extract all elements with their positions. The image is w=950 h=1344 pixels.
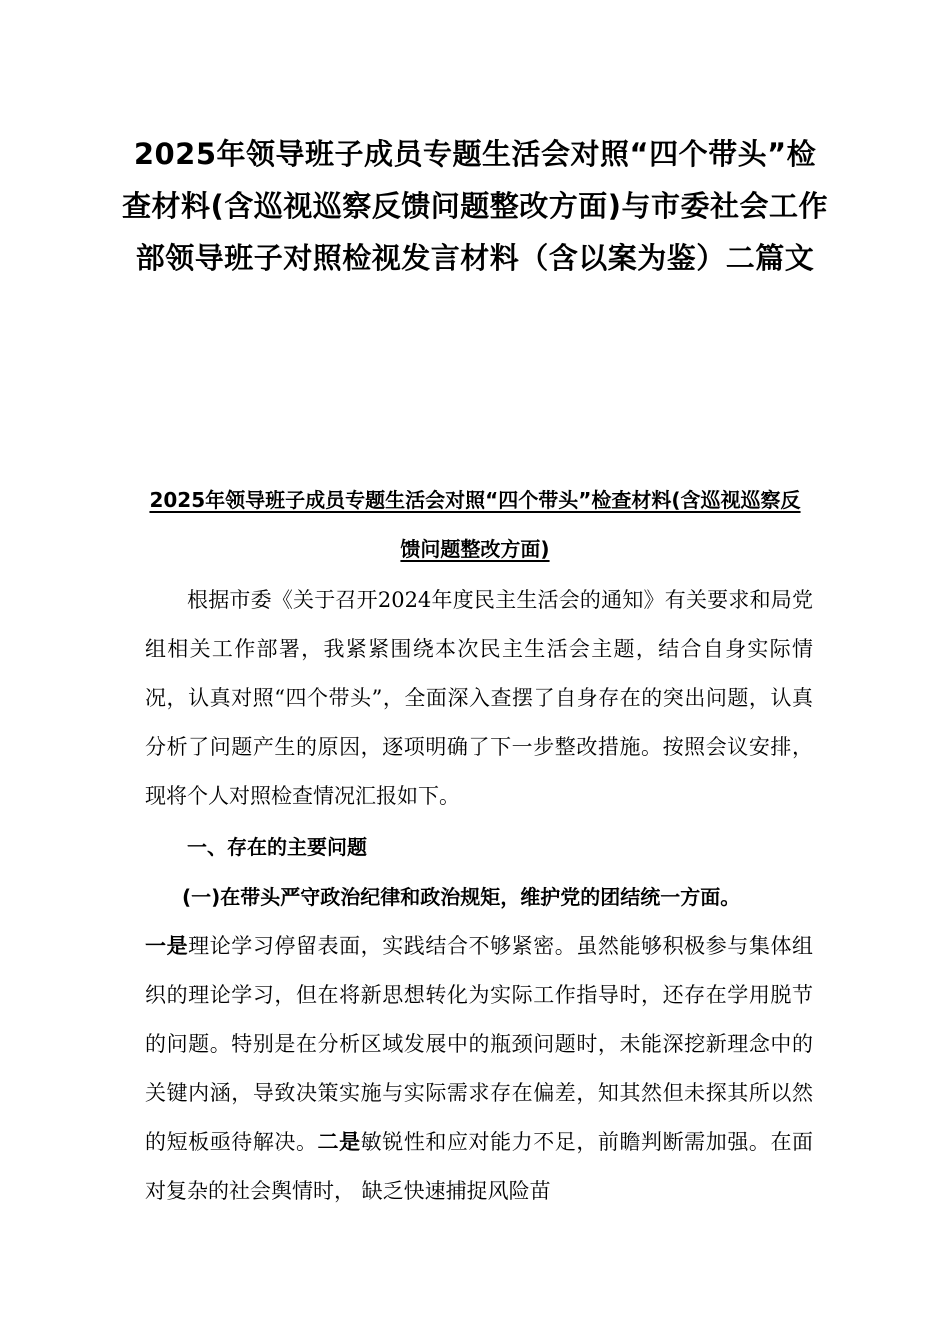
intro-paragraph: 根据市委《关于召开2024年度民主生活会的通知》有关要求和局党组相关工作部署，我紧紧围绕本次民主生活会主题，结合自身实际情况，认真对照“四个带头”，全面深入查摆了自身存在的突出问题，认真分析了问题产生的原因，逐项明确了下一步整改措施。按照会议安排，现将个人对照检查情况汇报如下。 [145,588,813,808]
section-title: 2025年领导班子成员专题生活会对照“四个带头”检查材料(含巡视巡察反馈问题整改方面) [149,488,801,561]
heading-main-problems: 一、存在的主要问题 [187,835,367,859]
heading-subsection-1: (一)在带头严守政治纪律和政治规矩，维护党的团结统一方面。 [182,885,741,909]
lead-second: 二是 [317,1130,361,1154]
problem-text-second: 敏锐性和应对能力不足，前瞻判断需加强。在面对复杂的社会舆情时， 缺乏快速捕捉风险苗 [145,1130,814,1203]
lead-first: 一是 [145,934,189,958]
problem-paragraph [145,922,813,1216]
problem-text-first: 理论学习停留表面，实践结合不够紧密。虽然能够积极参与集体组织的理论学习，但在将新思想转化为实际工作指导时，还存在学用脱节的问题。特别是在分析区域发展中的瓶颈问题时，未能深挖新理念中的关键内涵，导致决策实施与实际需求存在偏差，知其然但未探其所以然的短板亟待解决。 [145,934,814,1154]
document-title: 2025年领导班子成员专题生活会对照“四个带头”检查材料(含巡视巡察反馈问题整改方面)与市委社会工作部领导班子对照检视发言材料（含以案为鉴）二篇文 [121,137,828,275]
